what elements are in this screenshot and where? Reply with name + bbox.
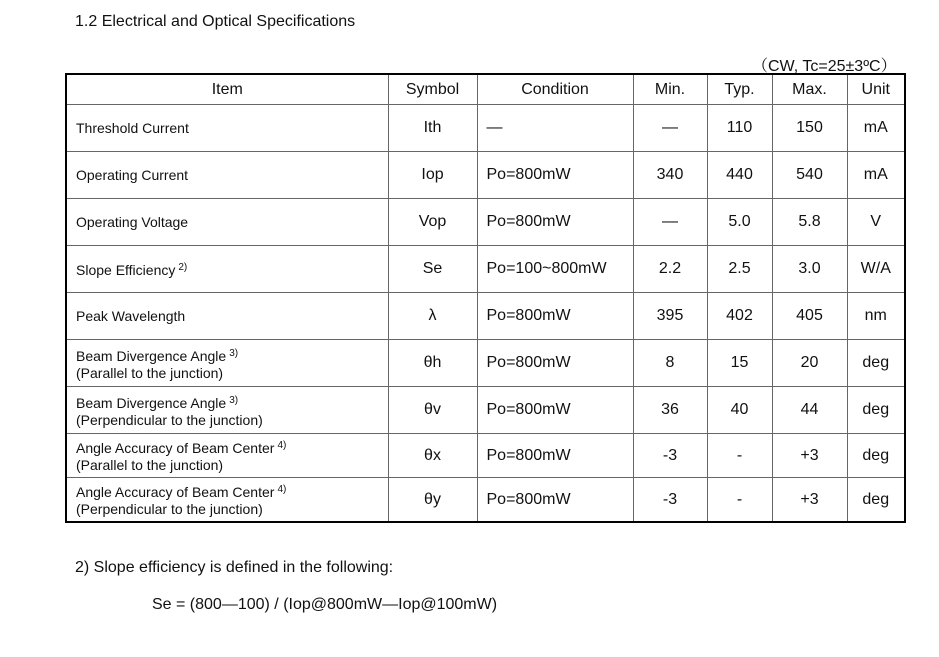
cell-symbol: Se xyxy=(388,246,477,293)
table-row xyxy=(66,152,905,199)
cell-typ: 15 xyxy=(707,340,772,387)
cell-unit: deg xyxy=(847,340,905,387)
header-row xyxy=(66,74,905,105)
cell-max: 150 xyxy=(772,105,847,152)
cell-item xyxy=(66,105,388,152)
cell-unit: deg xyxy=(847,387,905,434)
table-row xyxy=(66,293,905,340)
cell-unit: mA xyxy=(847,152,905,199)
cell-max: 3.0 xyxy=(772,246,847,293)
note-reference: 3) xyxy=(229,347,239,359)
formula: Se = (800―100) / (Iop@800mW―Iop@100mW) xyxy=(152,596,498,613)
item-name: Angle Accuracy of Beam Center xyxy=(76,440,275,456)
cell-min: 340 xyxy=(633,152,707,199)
cell-max: 20 xyxy=(772,340,847,387)
note-reference: 4) xyxy=(277,440,287,451)
cell-symbol: θv xyxy=(388,387,477,434)
cell-symbol: Iop xyxy=(388,152,477,199)
cell-item xyxy=(66,478,388,523)
table-row xyxy=(66,246,905,293)
item-name: Threshold Current xyxy=(76,119,189,136)
cell-unit: deg xyxy=(847,478,905,523)
cell-condition: Po=800mW xyxy=(477,152,633,199)
header-symbol: Symbol xyxy=(388,74,477,105)
footnote: 2) Slope efficiency is defined in the following: xyxy=(75,559,394,576)
cell-item xyxy=(66,152,388,199)
item-name: Operating Voltage xyxy=(76,213,189,230)
item-name: Beam Divergence Angle xyxy=(76,394,227,411)
cell-typ: 40 xyxy=(707,387,772,434)
cell-condition: Po=800mW xyxy=(477,340,633,387)
cell-condition: ― xyxy=(477,105,633,152)
cell-unit: deg xyxy=(847,434,905,478)
section-title: 1.2 Electrical and Optical Specifications xyxy=(75,13,356,30)
cell-symbol: θx xyxy=(388,434,477,478)
cell-unit: W/A xyxy=(847,246,905,293)
cell-unit: V xyxy=(847,199,905,246)
cell-max: 540 xyxy=(772,152,847,199)
note-reference: 3) xyxy=(229,394,239,406)
item-qualifier: (Parallel to the junction) xyxy=(76,457,224,473)
header-max: Max. xyxy=(772,74,847,105)
cell-typ: - xyxy=(707,434,772,478)
table-row xyxy=(66,478,905,523)
cell-symbol: θy xyxy=(388,478,477,523)
item-qualifier: (Perpendicular to the junction) xyxy=(76,501,263,517)
cell-min: 395 xyxy=(633,293,707,340)
cell-max: +3 xyxy=(772,478,847,523)
cell-max: +3 xyxy=(772,434,847,478)
test-conditions: （CW, Tc=25±3ºC） xyxy=(752,58,897,75)
item-name: Peak Wavelength xyxy=(76,307,186,324)
header-item: Item xyxy=(66,74,388,105)
cell-condition: Po=800mW xyxy=(477,293,633,340)
cell-unit: nm xyxy=(847,293,905,340)
item-name: Beam Divergence Angle xyxy=(76,347,227,364)
cell-item xyxy=(66,387,388,434)
item-qualifier: (Perpendicular to the junction) xyxy=(76,411,263,428)
item-name: Slope Efficiency xyxy=(76,262,176,278)
cell-min: 2.2 xyxy=(633,246,707,293)
header-min: Min. xyxy=(633,74,707,105)
note-reference: 2) xyxy=(178,262,188,273)
cell-item xyxy=(66,293,388,340)
cell-min: -3 xyxy=(633,478,707,523)
header-condition: Condition xyxy=(477,74,633,105)
cell-typ: 402 xyxy=(707,293,772,340)
cell-max: 5.8 xyxy=(772,199,847,246)
item-qualifier: (Parallel to the junction) xyxy=(76,364,224,381)
cell-symbol: Vop xyxy=(388,199,477,246)
cell-condition: Po=800mW xyxy=(477,434,633,478)
cell-condition: Po=800mW xyxy=(477,387,633,434)
cell-min: ― xyxy=(633,199,707,246)
cell-item xyxy=(66,199,388,246)
cell-condition: Po=100~800mW xyxy=(477,246,633,293)
cell-min: 36 xyxy=(633,387,707,434)
cell-typ: 440 xyxy=(707,152,772,199)
cell-typ: - xyxy=(707,478,772,523)
cell-item xyxy=(66,340,388,387)
cell-item xyxy=(66,434,388,478)
table-row xyxy=(66,387,905,434)
specifications-table xyxy=(65,73,906,523)
cell-symbol: λ xyxy=(388,293,477,340)
cell-typ: 2.5 xyxy=(707,246,772,293)
cell-max: 44 xyxy=(772,387,847,434)
table-row xyxy=(66,105,905,152)
header-unit: Unit xyxy=(847,74,905,105)
note-reference: 4) xyxy=(277,484,287,495)
table-row xyxy=(66,199,905,246)
cell-min: ― xyxy=(633,105,707,152)
cell-typ: 5.0 xyxy=(707,199,772,246)
header-typ: Typ. xyxy=(707,74,772,105)
cell-min: -3 xyxy=(633,434,707,478)
item-name: Operating Current xyxy=(76,166,189,183)
cell-max: 405 xyxy=(772,293,847,340)
cell-symbol: θh xyxy=(388,340,477,387)
cell-symbol: Ith xyxy=(388,105,477,152)
cell-min: 8 xyxy=(633,340,707,387)
cell-condition: Po=800mW xyxy=(477,199,633,246)
cell-typ: 110 xyxy=(707,105,772,152)
cell-condition: Po=800mW xyxy=(477,478,633,523)
item-name: Angle Accuracy of Beam Center xyxy=(76,484,275,500)
table-row xyxy=(66,434,905,478)
table-row xyxy=(66,340,905,387)
cell-item xyxy=(66,246,388,293)
cell-unit: mA xyxy=(847,105,905,152)
